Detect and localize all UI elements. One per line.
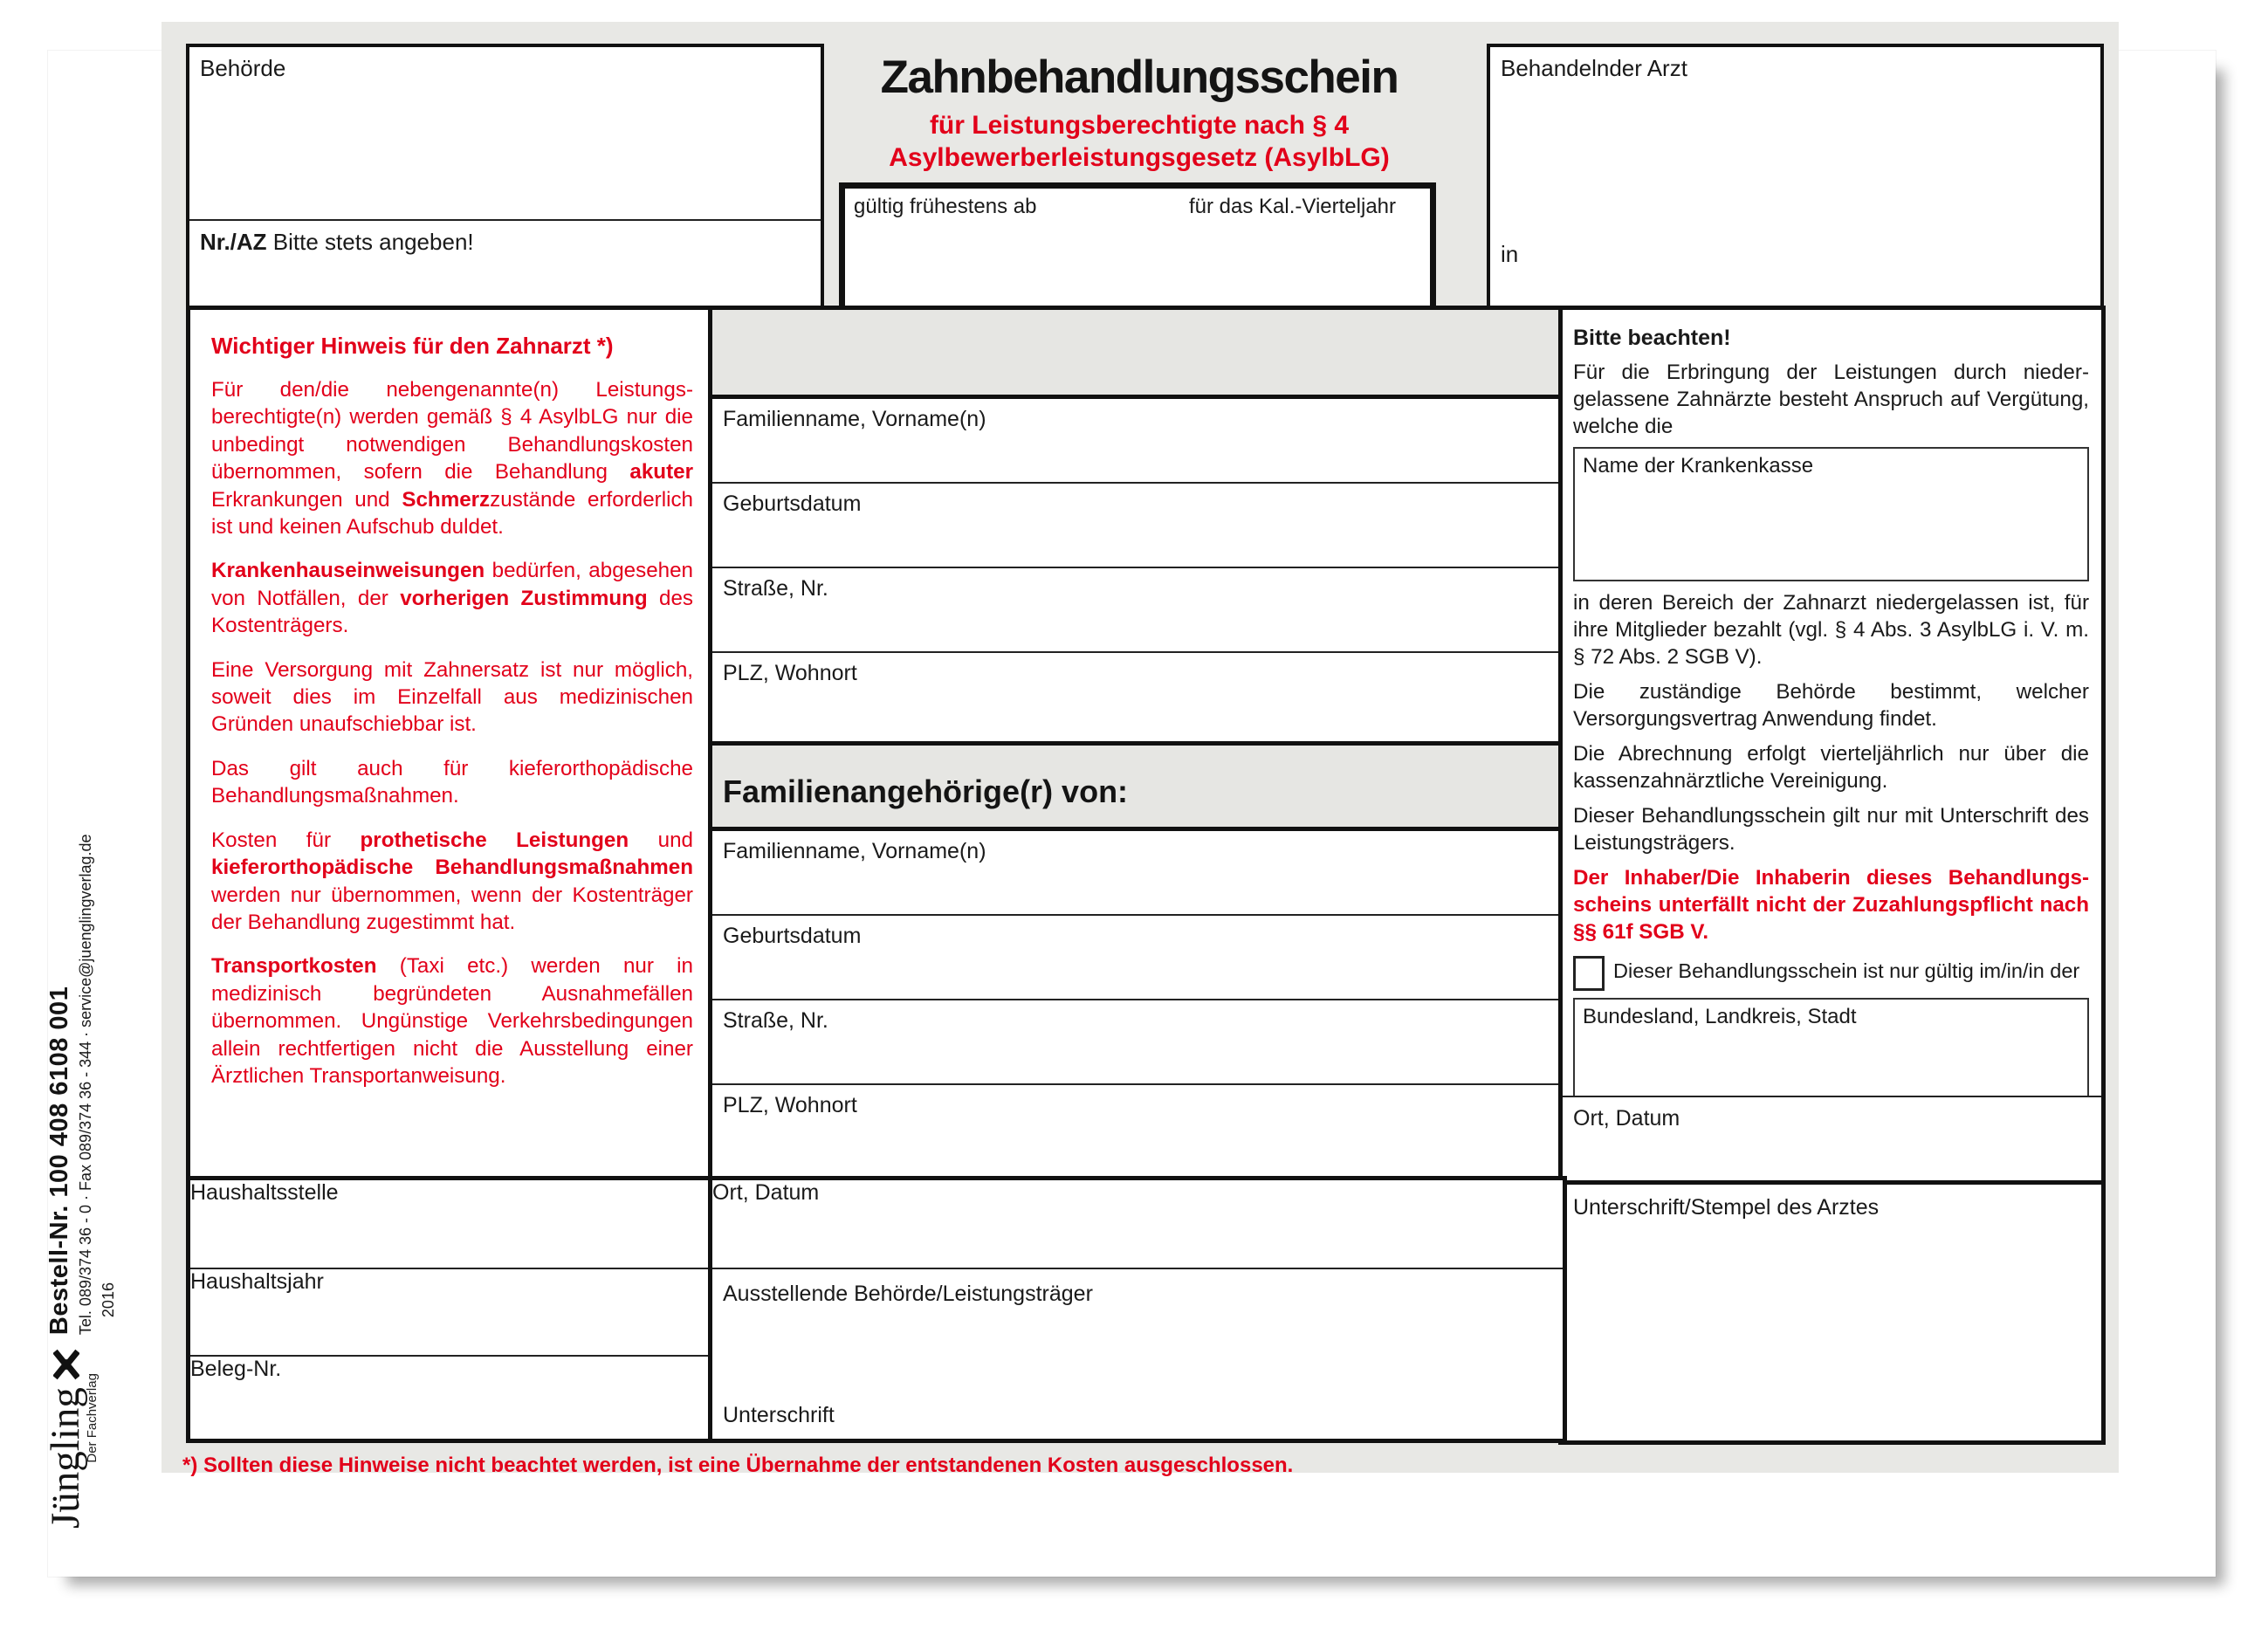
publisher-tagline: Der Fachverlag	[85, 1373, 100, 1463]
behoerde-field[interactable]	[189, 47, 821, 221]
publisher-order-number: Bestell-Nr. 100 408 6108 001	[45, 986, 73, 1336]
family-member-band	[712, 746, 1563, 831]
publisher-name: Jüngling	[43, 1387, 88, 1529]
valid-from-label: gültig frühestens ab	[854, 195, 1037, 218]
haushaltsstelle-label: Haushaltsstelle	[190, 1180, 339, 1205]
form-title-block	[812, 53, 1467, 174]
behoerde-box	[186, 44, 824, 310]
issuer-signature-field[interactable]	[712, 1269, 1563, 1439]
field-familienname-2[interactable]	[712, 831, 1563, 916]
strasse-label-1: Straße, Nr.	[723, 576, 828, 601]
notice-paragraphs: Für den/die nebengenannte(n) Leistungsberechtigte(n) werden gemäß § 4 AsylbLG nur die unbedingt notwendigen Behandlungskosten übernommen, sofern die Behandlung akuter Erkrankungen und Schmerzzustände erforderlich ist und keinen Aufschub duldet. Krankenhauseinweisungen bedürfen, abgesehen von Notfällen, der vorherigen Zustimmung des Kostenträgers. Eine Versorgung mit Zahnersatz ist nur möglich, soweit dies im Einzelfall aus medizinischen Gründen unaufschiebbar ist. Das gilt auch für kieferorthopädische Behandlungsmaßnahmen. Kosten für prothetische Leistungen und kieferorthopädische Behandlungsmaßnahmen werden nur übernommen, wenn der Kostenträger der Behandlung zugestimmt hat. Transportkosten (Taxi etc.) werden nur in medizinisch begründeten Ausnahmefällen übernommen. Ungünstige Verkehrsbedingungen allein rechtfertigen nicht die Ausstellung einer Ärztlichen Transportanweisung.	[211, 378, 693, 1088]
beleg-nr-label: Beleg-Nr.	[190, 1357, 282, 1381]
right-ort-datum-label: Ort, Datum	[1573, 1106, 1680, 1131]
validity-checkbox-row	[1573, 956, 2089, 991]
plz-wohnort-label-1: PLZ, Wohnort	[723, 661, 857, 685]
nr-az-field[interactable]	[189, 221, 821, 299]
field-geburtsdatum-1[interactable]	[712, 484, 1563, 568]
quarter-label: für das Kal.-Vierteljahr	[1189, 195, 1396, 218]
strasse-label-2: Straße, Nr.	[723, 1008, 828, 1033]
doctor-box[interactable]	[1487, 44, 2104, 310]
nr-az-label-bold: Nr./AZ	[200, 229, 267, 255]
field-strasse-2[interactable]	[712, 1000, 1563, 1085]
beleg-nr-field[interactable]	[190, 1357, 712, 1439]
family-member-header: Familienangehörige(r) von:	[723, 773, 1129, 809]
field-plz-wohnort-2[interactable]	[712, 1085, 1563, 1180]
payer-intro-text: Für die Erbringung der Leistungen durch niedergelassene Zahnärzte besteht Anspruch auf Vergütung, welche die	[1573, 361, 2089, 438]
field-familienname-1[interactable]	[712, 399, 1563, 484]
form-subtitle-line2: Asylbewerberleistungsgesetz (AsylbLG)	[889, 143, 1390, 172]
footnote: *) Sollten diese Hinweise nicht beachtet werden, ist eine Übernahme der entstandenen Kosten ausgeschlossen.	[182, 1454, 1294, 1477]
valid-from-field[interactable]	[839, 182, 1192, 315]
validity-checkbox-label: Dieser Behandlungsschein ist nur gültig im/in/in der	[1613, 959, 2080, 982]
krankenkasse-field[interactable]	[1573, 447, 2089, 581]
haushaltsjahr-field[interactable]	[190, 1269, 712, 1357]
bundesland-label: Bundesland, Landkreis, Stadt	[1583, 1005, 1857, 1028]
validity-checkbox[interactable]	[1573, 956, 1605, 991]
quarter-field[interactable]	[1180, 182, 1436, 315]
dentist-notice-box	[186, 306, 717, 1185]
right-ort-datum-field[interactable]	[1563, 1096, 2101, 1180]
form-subtitle-line1: für Leistungsberechtigte nach § 4	[929, 111, 1350, 140]
payer-paragraphs: in deren Bereich der Zahnarzt niedergelassen ist, für ihre Mitglieder bezahlt (vgl. § 4 Abs. 3 AsylbLG i. V. m. § 72 Abs. 2 SGB V). Die zuständige Behörde bestimmt, welcher Versorgungsvertrag Anwendung findet. Die Abrechnung erfolgt vierteljährlich nur über die kassenzahnärztliche Vereinigung. Dieser Behandlungsschein gilt nur mit Unterschrift des Leistungsträgers. Der Inhaber/Die Inhaberin dieses Behandlungsscheins unterfällt nicht der Zuzahlungspflicht nach §§ 61f SGB V.	[1573, 591, 2089, 944]
krankenkasse-label: Name der Krankenkasse	[1583, 454, 1814, 478]
form-title: Zahnbehandlungsschein	[880, 52, 1399, 103]
issuer-label: Ausstellende Behörde/Leistungsträger	[723, 1282, 1093, 1306]
plz-wohnort-label-2: PLZ, Wohnort	[723, 1093, 857, 1117]
nr-az-label: Bitte stets angeben!	[266, 229, 474, 255]
behoerde-label: Behörde	[200, 55, 286, 81]
bitte-beachten-heading: Bitte beachten!	[1573, 326, 1731, 350]
notice-heading: Wichtiger Hinweis für den Zahnarzt *)	[211, 333, 614, 359]
doctor-in-label: in	[1501, 241, 1519, 267]
juengling-logo-icon	[53, 1349, 84, 1380]
field-strasse-1[interactable]	[712, 568, 1563, 653]
haushaltsstelle-field[interactable]	[190, 1180, 712, 1269]
budget-box	[186, 1176, 717, 1443]
form-sheet	[162, 22, 2119, 1477]
publisher-sidebar	[45, 787, 125, 1529]
issuer-unterschrift-label: Unterschrift	[723, 1403, 835, 1427]
familienname-label-1: Familienname, Vorname(n)	[723, 407, 986, 431]
doctor-label: Behandelnder Arzt	[1501, 55, 1687, 81]
field-plz-wohnort-1[interactable]	[712, 653, 1563, 746]
doctor-signature-field[interactable]	[1563, 1180, 2101, 1440]
geburtsdatum-label-1: Geburtsdatum	[723, 491, 862, 516]
issuer-box	[708, 1176, 1567, 1443]
issuer-ort-datum-label: Ort, Datum	[712, 1180, 820, 1205]
patient-fields-box	[708, 306, 1567, 1185]
haushaltsjahr-label: Haushaltsjahr	[190, 1269, 324, 1294]
bundesland-field[interactable]	[1573, 998, 2089, 1096]
publisher-year: 2016	[100, 1282, 117, 1318]
field-geburtsdatum-2[interactable]	[712, 916, 1563, 1000]
geburtsdatum-label-2: Geburtsdatum	[723, 924, 862, 948]
publisher-logo	[45, 1349, 100, 1529]
issuer-ort-datum-field[interactable]	[712, 1180, 1563, 1269]
doctor-signature-label: Unterschrift/Stempel des Arztes	[1573, 1195, 1880, 1220]
payer-notice-box	[1558, 306, 2106, 1445]
patient-header-band	[712, 310, 1563, 399]
familienname-label-2: Familienname, Vorname(n)	[723, 839, 986, 863]
publisher-contact: Tel. 089/374 36 - 0 · Fax 089/374 36 - 344 · service@juenglingverlag.de	[77, 834, 94, 1336]
